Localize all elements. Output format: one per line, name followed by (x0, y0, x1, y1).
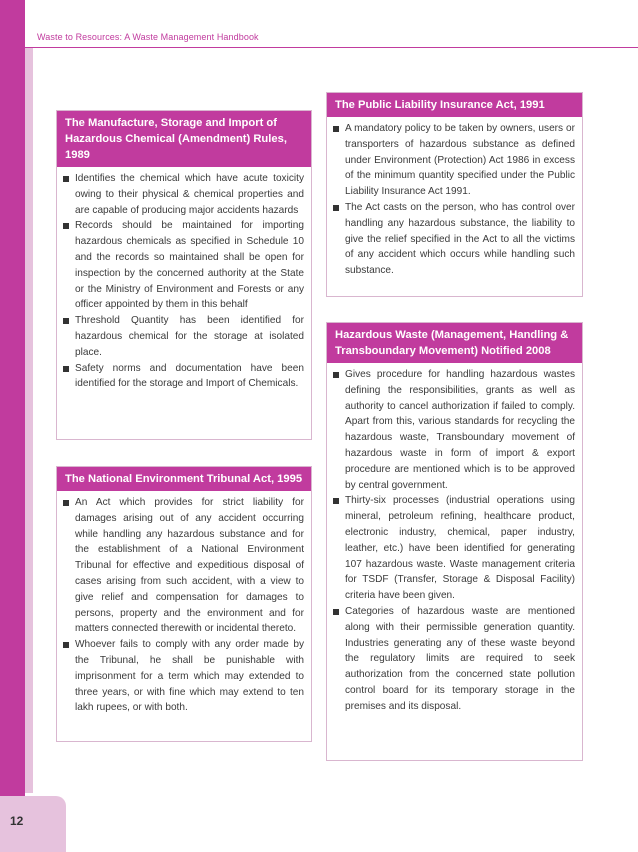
list-item (333, 604, 575, 715)
list-item (333, 493, 575, 604)
list-item (333, 367, 575, 493)
header-rule (25, 47, 638, 48)
list-item-text: Records should be maintained for importing hazardous chemicals as specified in Schedule 10 and the records so maintained shall be open for inspection by the concerned authority at the State or the Ministry of Environment and Forests or any officer appointed by them in this behalf (75, 220, 304, 311)
bullet-icon (63, 500, 69, 506)
running-header: Waste to Resources: A Waste Management Handbook (37, 32, 259, 42)
section-tribunal-act-1995 (56, 466, 312, 742)
page-number: 12 (10, 814, 24, 828)
section-heading: The Manufacture, Storage and Import of Hazardous Chemical (Amendment) Rules, 1989 (57, 111, 311, 167)
section-heading: The Public Liability Insurance Act, 1991 (327, 93, 582, 117)
bullet-icon (333, 205, 339, 211)
list-item (63, 637, 304, 716)
list-item (63, 361, 304, 393)
bullet-list (57, 491, 311, 716)
list-item (63, 171, 304, 218)
list-item (63, 495, 304, 637)
section-heading: The National Environment Tribunal Act, 1995 (57, 467, 311, 491)
section-public-liability-1991 (326, 92, 583, 297)
bullet-icon (333, 498, 339, 504)
list-item-text: Threshold Quantity has been identified for hazardous chemical for the storage at isolated place. (75, 315, 304, 358)
bullet-list (57, 167, 311, 392)
section-heading: Hazardous Waste (Management, Handling & Transboundary Movement) Notified 2008 (327, 323, 582, 363)
section-hazardous-waste-2008 (326, 322, 583, 761)
bullet-icon (63, 318, 69, 324)
list-item-text: An Act which provides for strict liability for damages arising out of any accident occurring while handling any hazardous substance and for the establishment of a National Environment Tribunal for effective and expeditious disposal of cases arising from such accident, with a view to give relief and compensation for damages to persons, property and the environment and for matters connected therewith or incidental thereto. (75, 497, 304, 635)
bullet-icon (63, 176, 69, 182)
bullet-list (327, 117, 582, 279)
bullet-icon (63, 366, 69, 372)
list-item-text: Safety norms and documentation have been identified for the storage and Import of Chemicals. (75, 362, 304, 390)
list-item-text: The Act casts on the person, who has control over handling any hazardous substance, the liability to give the relief specified in the Act to all the victims of any accident which occurs while handling such substance. (345, 201, 575, 277)
list-item-text: Thirty-six processes (industrial operations using mineral, petroleum refining, healthcare product, electronic industry, chemical, paper industry, leather, etc.) have been identified for generating 107 hazardous waste. Waste management criteria for TSDF (Transfer, Storage & Disposal Facility) criteria have been given. (345, 495, 575, 602)
bullet-list (327, 363, 582, 715)
sidebar-accent-bar (0, 0, 25, 852)
list-item-text: Gives procedure for handling hazardous wastes defining the responsibilities, grants as well as authority to cancel authorization if failed to comply. Apart from this, various standards for recycling the hazardous waste, Transboundary movement of hazardous waste in form of import & export procedure are mentioned which is to be approved by central government. (345, 369, 575, 491)
list-item-text: Categories of hazardous waste are mentioned along with their permissible generation quantity. Industries generating any of these waste beyond the regulatory limits are required to seek authorization from the concerned state pollution control board for its temporary storage in the premises and its disposal. (345, 605, 575, 712)
bullet-icon (333, 609, 339, 615)
sidebar-light-bar (25, 48, 33, 793)
list-item-text: Whoever fails to comply with any order made by the Tribunal, he shall be punishable with imprisonment for a term which may extended to three years, or with fine which may extend to ten lakh rupees, or with both. (75, 639, 304, 714)
bullet-icon (63, 642, 69, 648)
list-item (63, 313, 304, 360)
list-item (333, 121, 575, 200)
bullet-icon (63, 223, 69, 229)
bullet-icon (333, 126, 339, 132)
list-item-text: Identifies the chemical which have acute toxicity owing to their physical & chemical properties and are capable of producing major accidents hazards (75, 173, 304, 216)
list-item (333, 200, 575, 279)
section-chemical-rules-1989 (56, 110, 312, 440)
list-item (63, 218, 304, 313)
bullet-icon (333, 372, 339, 378)
list-item-text: A mandatory policy to be taken by owners, users or transporters of hazardous substance as defined under Environment (Protection) Act 1986 in excess of the minimum quantity specified under the Public Liability Insurance Act 1991. (345, 123, 575, 198)
